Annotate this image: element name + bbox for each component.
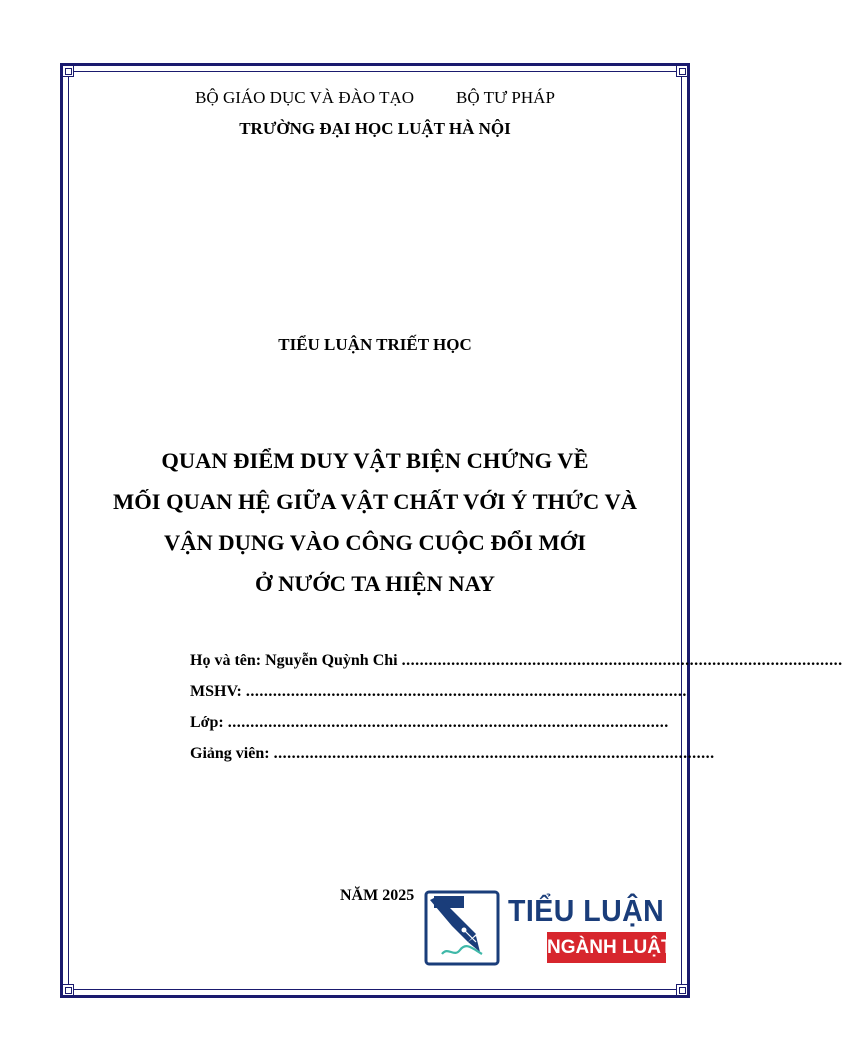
title-line: Ở NƯỚC TA HIỆN NAY xyxy=(254,571,496,596)
dotted-leader: .................................................................................................. xyxy=(245,683,687,700)
title-line: MỐI QUAN HỆ GIỮA VẬT CHẤT VỚI Ý THỨC VÀ xyxy=(112,489,638,514)
ministry-justice: BỘ TƯ PHÁP xyxy=(456,88,555,107)
border-corner-ornament xyxy=(62,65,74,77)
university-name: TRƯỜNG ĐẠI HỌC LUẬT HÀ NỘI xyxy=(239,119,511,138)
border-corner-ornament xyxy=(62,984,74,996)
dotted-leader: .................................................................................................. xyxy=(401,652,843,669)
dotted-leader: .................................................................................................. xyxy=(273,745,715,762)
class-row xyxy=(190,714,669,745)
student-info xyxy=(190,652,843,776)
student-id-label: MSHV: xyxy=(190,683,242,700)
student-id-row xyxy=(190,683,687,714)
ministries-header xyxy=(0,88,750,108)
lecturer-label: Giảng viên: xyxy=(190,745,270,762)
border-corner-ornament xyxy=(676,65,688,77)
name-row xyxy=(190,652,843,683)
year: NĂM 2025 xyxy=(340,887,415,904)
ministry-education: BỘ GIÁO DỤC VÀ ĐÀO TẠO xyxy=(195,88,415,107)
brand-name-bottom: NGÀNH LUẬT xyxy=(547,932,666,963)
name-value: Nguyễn Quỳnh Chi xyxy=(265,652,398,669)
dotted-leader: .................................................................................................. xyxy=(227,714,669,731)
title-line: VẬN DỤNG VÀO CÔNG CUỘC ĐỔI MỚI xyxy=(163,530,587,555)
title-line: QUAN ĐIỂM DUY VẬT BIỆN CHỨNG VỀ xyxy=(161,448,589,473)
border-corner-ornament xyxy=(676,984,688,996)
document-subject: TIỂU LUẬN TRIẾT HỌC xyxy=(278,335,472,354)
class-label: Lớp: xyxy=(190,714,224,731)
document-title xyxy=(0,440,750,604)
brand-name-top: TIỂU LUẬN xyxy=(508,893,665,928)
pen-nib-icon xyxy=(424,890,500,966)
lecturer-row xyxy=(190,745,715,776)
name-label: Họ và tên: xyxy=(190,652,262,669)
